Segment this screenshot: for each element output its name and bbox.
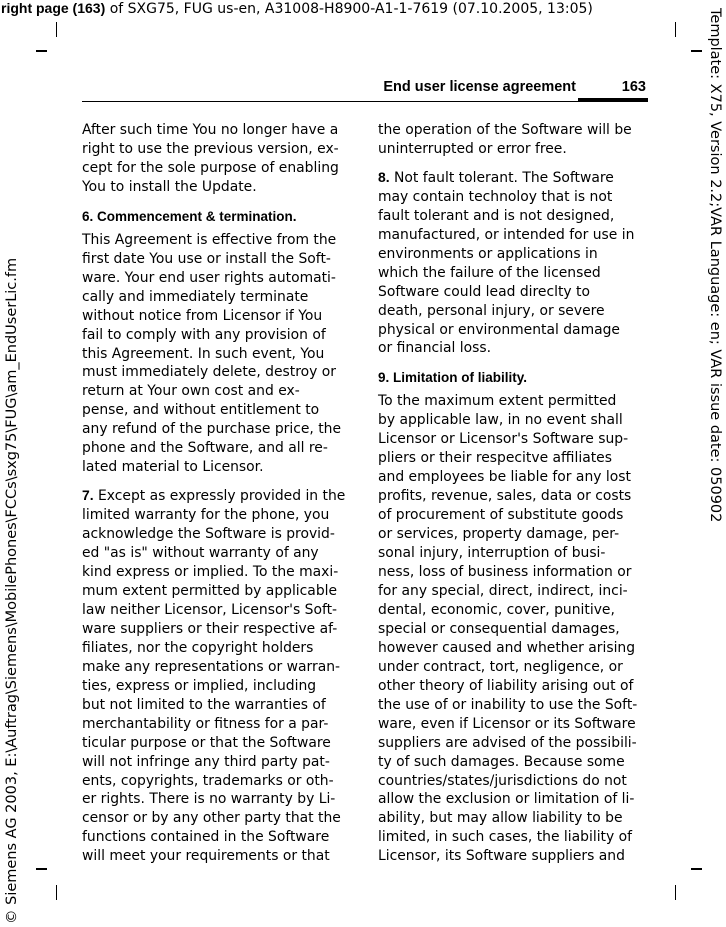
- text-line: will not infringe any third party pat-: [82, 753, 330, 770]
- text-line: Software could lead direclty to: [378, 283, 590, 300]
- text-line: must immediately delete, destroy or: [82, 364, 336, 381]
- text-line: however caused and whether arising: [378, 639, 636, 656]
- text-line: fault tolerant and is not designed,: [378, 207, 615, 224]
- print-job-header: [1, 0, 593, 17]
- text-line: limited, in such cases, the liability of: [378, 829, 633, 846]
- text-line: of procurement of substitute goods: [378, 507, 624, 524]
- section-8-first-line: Not fault tolerant. The Software: [389, 169, 614, 186]
- text-line: After such time You no longer have a: [82, 122, 339, 138]
- text-line: death, personal injury, or severe: [378, 302, 605, 319]
- section-9-heading: 9. Limitation of liability.: [378, 370, 528, 386]
- text-line: without notice from Licensor if You: [82, 307, 323, 324]
- text-line: law neither Licensor, Licensor's Soft-: [82, 601, 338, 618]
- text-line: ware. Your end user rights automati-: [82, 269, 336, 286]
- text-line: fail to comply with any provision of: [82, 326, 326, 343]
- template-info: Template: X75, Version 2.2;VAR Language: en; VAR issue date: 050902: [707, 8, 723, 523]
- crop-mark: [675, 22, 676, 37]
- text-line: special or consequential damages,: [378, 620, 620, 637]
- text-line: manufactured, or intended for use in: [378, 226, 635, 243]
- text-line: physical or environmental damage: [378, 321, 620, 338]
- text-line: ents, copyrights, trademarks or oth-: [82, 772, 334, 789]
- text-line: any refund of the purchase price, the: [82, 421, 342, 438]
- crop-mark: [56, 885, 57, 900]
- text-line: uninterrupted or error free.: [378, 140, 567, 157]
- crop-mark: [691, 868, 702, 870]
- page-number: 163: [621, 79, 646, 95]
- text-line: will meet your requirements or that: [82, 848, 330, 865]
- text-line: ties, express or implied, including: [82, 677, 317, 694]
- text-line: censor or by any other party that the: [82, 810, 341, 827]
- text-line: Licensor, its Software suppliers and: [378, 848, 625, 865]
- text-line: other theory of liability arising out of: [378, 677, 634, 694]
- text-line: ty of such damages. Because some: [378, 753, 625, 770]
- text-line: or services, property damage, per-: [378, 526, 620, 543]
- text-line: first date You use or install the Soft-: [82, 250, 331, 267]
- text-line: return at Your own cost and ex-: [82, 383, 300, 400]
- text-line: You to install the Update.: [82, 178, 257, 195]
- text-line: the operation of the Software will be: [378, 122, 632, 138]
- header-rule: [82, 101, 648, 102]
- text-line: pliers or their respecitve affiliates: [378, 450, 612, 467]
- section-9-text: [378, 392, 645, 866]
- section-6-heading: 6. Commencement & termination.: [82, 208, 297, 224]
- section-7-number: 7.: [82, 487, 94, 504]
- text-line: ness, loss of business information or: [378, 564, 632, 581]
- text-line: or financial loss.: [378, 340, 492, 357]
- right-column: [378, 121, 645, 866]
- text-line: environments or applications in: [378, 245, 598, 262]
- text-line: but not limited to the warranties of: [82, 696, 326, 713]
- text-line: filiates, nor the copyright holders: [82, 639, 314, 656]
- text-line: by applicable law, in no event shall: [378, 412, 623, 429]
- text-line: lated material to Licensor.: [82, 459, 264, 476]
- text-line: functions contained in the Software: [82, 829, 330, 846]
- text-line: phone and the Software, and all re-: [82, 440, 328, 457]
- section-7-first-line: Except as expressly provided in the: [93, 488, 346, 505]
- paragraph: [378, 121, 645, 159]
- running-header-title: End user license agreement: [383, 79, 576, 95]
- text-line: Licensor or Licensor's Software sup-: [378, 431, 629, 448]
- paragraph: [82, 121, 377, 197]
- text-line: right to use the previous version, ex-: [82, 140, 339, 157]
- text-line: pense, and without entitlement to: [82, 402, 320, 419]
- text-line: ware, even if Licensor or its Software: [378, 715, 636, 732]
- text-line: for any special, direct, indirect, inci-: [378, 582, 628, 599]
- section-7-text: [82, 486, 377, 866]
- crop-mark: [36, 868, 47, 870]
- section-6-text: [82, 231, 377, 477]
- text-line: ware suppliers or their respective af-: [82, 620, 338, 637]
- copyright-file-path: © Siemens AG 2003, E:\Auftrag\Siemens\MobilePhones\FCCs\sxg75\FUG\am_EndUserLic.fm: [4, 257, 20, 924]
- text-line: suppliers are advised of the possibili-: [378, 734, 637, 751]
- text-line: er rights. There is no warranty by Li-: [82, 791, 336, 808]
- text-line: mum extent permitted by applicable: [82, 582, 338, 599]
- text-line: countries/states/jurisdictions do not: [378, 772, 627, 789]
- text-line: cept for the sole purpose of enabling: [82, 159, 339, 176]
- text-line: the use of or inability to use the Soft-: [378, 696, 638, 713]
- section-8-text: [378, 168, 645, 359]
- print-job-label: right page (163): [1, 0, 106, 16]
- text-line: ability, but may allow liability to be: [378, 810, 623, 827]
- text-line: profits, revenue, sales, data or costs: [378, 488, 632, 505]
- text-line: ticular purpose or that the Software: [82, 734, 331, 751]
- text-line: may contain technoloy that is not: [378, 188, 613, 205]
- left-column: [82, 121, 377, 866]
- text-line: cally and immediately terminate: [82, 288, 309, 305]
- section-8-number: 8.: [378, 168, 390, 185]
- text-line: sonal injury, interruption of busi-: [378, 545, 606, 562]
- text-line: kind express or implied. To the maxi-: [82, 564, 339, 581]
- text-line: allow the exclusion or limitation of li-: [378, 791, 635, 808]
- print-job-details: of SXG75, FUG us-en, A31008-H8900-A1-1-7619 (07.10.2005, 13:05): [105, 1, 593, 17]
- text-line: make any representations or warran-: [82, 658, 341, 675]
- text-line: acknowledge the Software is provid-: [82, 526, 335, 543]
- text-line: this Agreement. In such event, You: [82, 345, 325, 362]
- text-line: merchantability or fitness for a par-: [82, 715, 329, 732]
- text-line: and employees be liable for any lost: [378, 469, 631, 486]
- text-line: limited warranty for the phone, you: [82, 507, 330, 524]
- text-line: under contract, tort, negligence, or: [378, 658, 623, 675]
- crop-mark: [36, 50, 47, 52]
- crop-mark: [56, 22, 57, 37]
- text-line: To the maximum extent permitted: [378, 393, 617, 410]
- text-line: This Agreement is effective from the: [82, 231, 337, 248]
- crop-mark: [691, 50, 702, 52]
- text-line: dental, economic, cover, punitive,: [378, 601, 615, 618]
- header-rule-accent: [578, 98, 648, 101]
- crop-mark: [675, 885, 676, 900]
- text-line: which the failure of the licensed: [378, 264, 601, 281]
- text-line: ed "as is" without warranty of any: [82, 545, 319, 562]
